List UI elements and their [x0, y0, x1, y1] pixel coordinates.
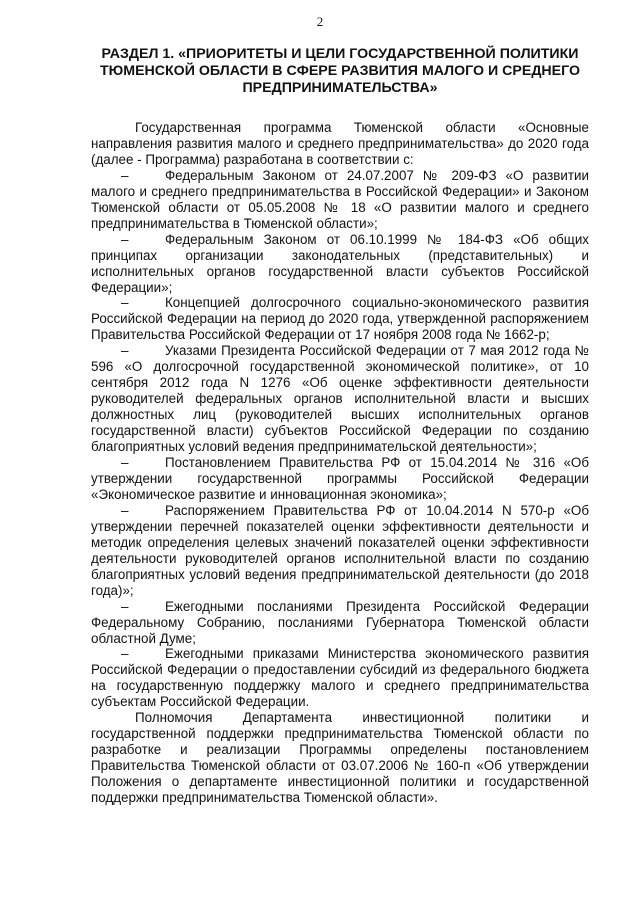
- closing-paragraph: Полномочия Департамента инвестиционной политики и государственной поддержки предпринимательства Тюменской области по разработке и реализации Программы определены постановлением Правительства Тюменской области от 03.07.2006 № 160-п «Об утверждении Положения о департаменте инвестиционной политики и государственной поддержки предпринимательства Тюменской области».: [91, 710, 589, 806]
- list-item: [91, 455, 589, 503]
- list-item-text: Распоряжением Правительства РФ от 10.04.2014 N 570-р «Об утверждении перечней показателей оценки эффективности деятельности и методик определения целевых значений показателей оценки эффективности деятельности руководителей органов исполнительной власти по созданию благоприятных условий ведения предпринимательской деятельности (до 2018 года)»;: [91, 502, 589, 598]
- list-item-text: Концепцией долгосрочного социально-экономического развития Российской Федерации на период до 2020 года, утвержденной распоряжением Правительства Российской Федерации от 17 ноября 2008 года № 1662-р;: [91, 295, 589, 343]
- list-item-text: Ежегодными посланиями Президента Российской Федерации Федеральному Собранию, посланиями Губернатора Тюменской области областной Думе;: [91, 598, 589, 646]
- list-item: [91, 503, 589, 599]
- list-item: [91, 232, 589, 296]
- dash-marker: –: [121, 231, 129, 247]
- dash-marker: –: [121, 646, 129, 662]
- list-item-text: Ежегодными приказами Министерства экономического развития Российской Федерации о предоставлении субсидий из федерального бюджета на государственную поддержку малого и среднего предпринимательства субъектам Российской Федерации.: [91, 646, 589, 710]
- list-item: [91, 295, 589, 343]
- document-body: [91, 120, 589, 806]
- intro-paragraph: Государственная программа Тюменской области «Основные направления развития малого и среднего предпринимательства» до 2020 года (далее - Программа) разработана в соответствии с:: [91, 120, 589, 167]
- list-item: [91, 646, 589, 710]
- dash-marker: –: [121, 295, 129, 311]
- dash-marker: –: [121, 343, 129, 359]
- page-number: 2: [316, 14, 324, 29]
- list-item-text: Федеральным Законом от 24.07.2007 № 209-ФЗ «О развитии малого и среднего предпринимательства в Российской Федерации» и Законом Тюменской области от 05.05.2008 № 18 «О развитии малого и среднего предпринимательства в Тюменской области»;: [91, 167, 589, 231]
- dash-marker: –: [121, 167, 129, 183]
- list-item: [91, 343, 589, 455]
- dash-marker: –: [121, 455, 129, 471]
- list-item-text: Федеральным Законом от 06.10.1999 № 184-ФЗ «Об общих принципах организации законодательных (представительных) и исполнительных органов государственной власти субъектов Российской Федерации»;: [91, 231, 589, 295]
- section-title: РАЗДЕЛ 1. «ПРИОРИТЕТЫ И ЦЕЛИ ГОСУДАРСТВЕННОЙ ПОЛИТИКИ ТЮМЕНСКОЙ ОБЛАСТИ В СФЕРЕ РАЗВИТИЯ МАЛОГО И СРЕДНЕГО ПРЕДПРИНИМАТЕЛЬСТВА»: [99, 46, 581, 96]
- list-item: [91, 168, 589, 232]
- list-item-text: Постановлением Правительства РФ от 15.04.2014 № 316 «Об утверждении государственной программы Российской Федерации «Экономическое развитие и инновационная экономика»;: [91, 455, 589, 502]
- dash-marker: –: [121, 598, 129, 614]
- dash-marker: –: [121, 502, 129, 518]
- list-item-text: Указами Президента Российской Федерации от 7 мая 2012 года № 596 «О долгосрочной государственной экономической политике», от 10 сентября 2012 года N 1276 «Об оценке эффективности деятельности руководителей федеральных органов исполнительной власти и высших должностных лиц (руководителей высших исполнительных органов государственной власти) субъектов Российской Федерации по созданию благоприятных условий ведения предпринимательской деятельности»;: [91, 343, 589, 455]
- list-item: [91, 599, 589, 647]
